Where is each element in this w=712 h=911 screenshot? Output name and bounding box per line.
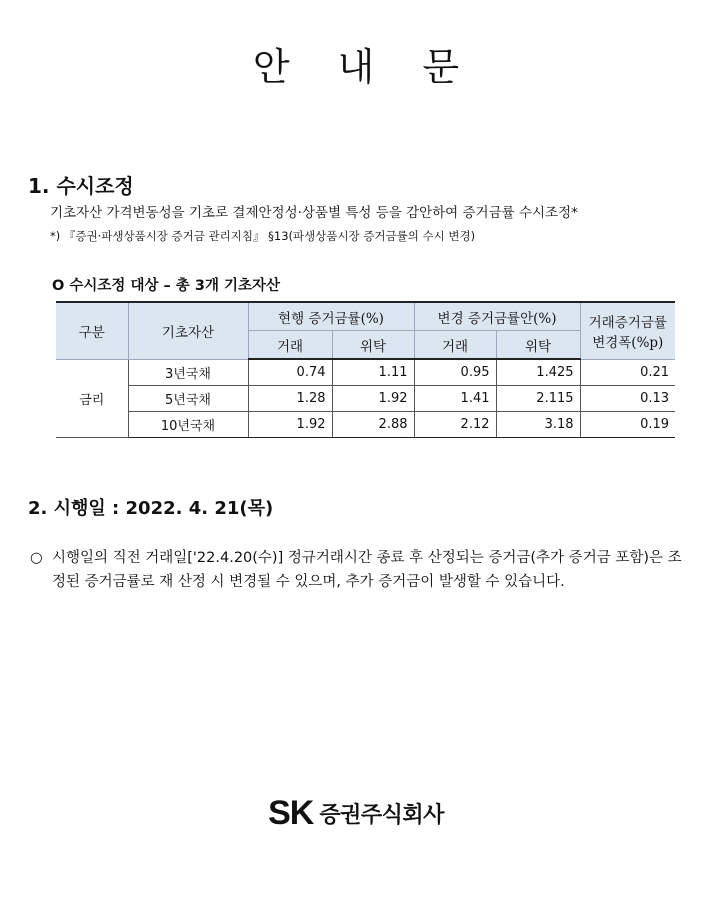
header-changed-rate: 변경 증거금률안(%) xyxy=(414,302,580,331)
header-category: 구분 xyxy=(56,302,128,359)
header-current-rate: 현행 증거금률(%) xyxy=(248,302,414,331)
delta-cell: 0.21 xyxy=(580,359,675,386)
section-1-heading: 1. 수시조정 xyxy=(28,174,134,198)
header-current-trade: 거래 xyxy=(248,331,332,360)
section-1-description: 기초자산 가격변동성을 기초로 결제안정성·상품별 특성 등을 감안하여 증거금률 수시조정* xyxy=(50,205,578,221)
header-delta-line2: 변경폭(%p) xyxy=(592,334,664,351)
changed-trade-cell: 2.12 xyxy=(414,412,496,438)
delta-cell: 0.19 xyxy=(580,412,675,438)
table-header-row xyxy=(56,302,675,331)
company-name: 증권주식회사 xyxy=(319,803,444,828)
company-logo xyxy=(0,794,712,833)
header-current-consign: 위탁 xyxy=(332,331,414,360)
category-cell: 금리 xyxy=(56,359,128,438)
sk-logo-mark: SK xyxy=(268,794,314,832)
asset-cell: 5년국채 xyxy=(128,386,248,412)
changed-trade-cell: 0.95 xyxy=(414,359,496,386)
table-row xyxy=(56,359,675,386)
asset-cell: 10년국채 xyxy=(128,412,248,438)
header-changed-consign: 위탁 xyxy=(496,331,580,360)
current-trade-cell: 1.92 xyxy=(248,412,332,438)
header-changed-trade: 거래 xyxy=(414,331,496,360)
header-asset: 기초자산 xyxy=(128,302,248,359)
notice-text: 시행일의 직전 거래일['22.4.20(수)] 정규거래시간 종료 후 산정되는 증거금(추가 증거금 포함)은 조정된 증거금률로 재 산정 시 변경될 수 있으며, 추가 증거금이 발생할 수 있습니다. xyxy=(52,550,682,590)
changed-consign-cell: 3.18 xyxy=(496,412,580,438)
section-2-heading: 2. 시행일 : 2022. 4. 21(목) xyxy=(28,498,274,519)
changed-consign-cell: 2.115 xyxy=(496,386,580,412)
delta-cell: 0.13 xyxy=(580,386,675,412)
section-1-footnote: *) 『증권·파생상품시장 증거금 관리지침』 §13(파생상품시장 증거금률의 수시 변경) xyxy=(50,229,476,243)
table-caption: O 수시조정 대상 – 총 3개 기초자산 xyxy=(52,278,281,294)
bullet-circle-icon: ○ xyxy=(30,550,43,566)
margin-rate-table xyxy=(56,301,675,438)
table-row xyxy=(56,386,675,412)
asset-cell: 3년국채 xyxy=(128,359,248,386)
header-delta-line1: 거래증거금률 xyxy=(588,314,667,331)
header-delta xyxy=(580,302,675,359)
current-trade-cell: 0.74 xyxy=(248,359,332,386)
changed-consign-cell: 1.425 xyxy=(496,359,580,386)
current-trade-cell: 1.28 xyxy=(248,386,332,412)
changed-trade-cell: 1.41 xyxy=(414,386,496,412)
current-consign-cell: 2.88 xyxy=(332,412,414,438)
table-row xyxy=(56,412,675,438)
current-consign-cell: 1.11 xyxy=(332,359,414,386)
document-title: 안 내 문 xyxy=(252,45,478,89)
current-consign-cell: 1.92 xyxy=(332,386,414,412)
